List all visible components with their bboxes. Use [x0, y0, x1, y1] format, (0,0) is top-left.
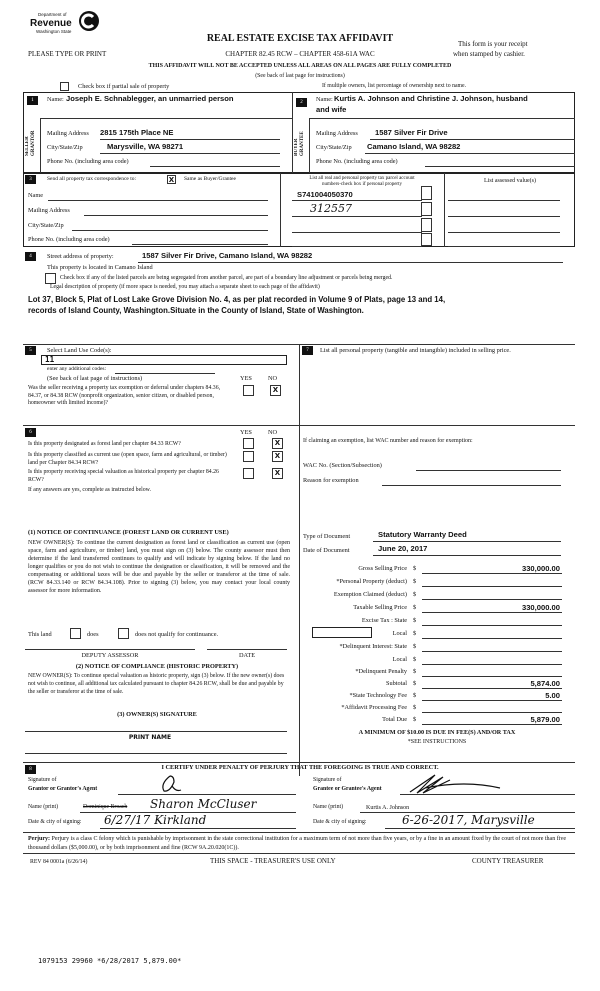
fee-row-technology: [300, 692, 580, 702]
s6-no-header: NO: [268, 429, 278, 436]
deputy-assessor-label: DEPUTY ASSESSOR: [81, 652, 139, 659]
section-2-badge: 2: [296, 98, 307, 107]
grantee-label: GRANTEE: [300, 131, 305, 156]
buyer-name-field-line-1[interactable]: Kurtis A. Johnson and Christine J. Johnson, husband: [334, 94, 528, 103]
fee-field[interactable]: [422, 676, 562, 677]
parcel-number-2[interactable]: 312557: [310, 202, 352, 215]
located-in: This property is located in Camano Island: [47, 264, 153, 271]
does-label: does: [87, 631, 99, 638]
segregated-label: Check box if any of the listed parcels are being segregated from another parcel, are part of a boundary line adjustment or parcels being merged.: [60, 275, 393, 281]
personal-property-label: List all personal property (tangible and intangible) included in selling price.: [320, 347, 511, 354]
grantee-sig-label-2: Grantee or Grantee's Agent: [313, 786, 382, 792]
currency: $: [413, 591, 417, 598]
land-use-label: Select Land Use Code(s):: [47, 347, 112, 354]
grantor-sig-label-2: Grantor or Grantor's Agent: [28, 786, 98, 792]
s3-phone-field[interactable]: [132, 244, 268, 245]
seller-phone-field[interactable]: [150, 166, 280, 167]
exemption-label: If claiming an exemption, list WAC number and reason for exemption:: [303, 438, 473, 444]
perjury-notice: [28, 835, 578, 852]
grantee-sig-label-1: Signature of: [313, 777, 342, 783]
partial-sale-label: Check box if partial sale of property: [78, 83, 170, 90]
current-use-question: Is this property classified as current use (open space, farm and agricultural, or timber) land per Chapter 84.34 RCW?: [28, 452, 227, 466]
notice-2-title: (2) NOTICE OF COMPLIANCE (HISTORIC PROPERTY): [75, 663, 239, 670]
grantor-name-print-label: Name (print): [28, 804, 59, 810]
owner-signature-field[interactable]: [25, 731, 287, 732]
see-instructions-note: *SEE INSTRUCTIONS: [407, 739, 467, 745]
forest-no-checkbox[interactable]: X: [272, 438, 283, 449]
fee-field[interactable]: [422, 651, 562, 652]
receipt-note-2: when stamped by cashier.: [453, 50, 525, 58]
legal-description-line-2[interactable]: records of Island County, Washington.Situate in the County of Island, State of Washington.: [28, 306, 364, 315]
fee-label: Gross Selling Price: [358, 565, 407, 572]
buyer-name-label: Name:: [316, 96, 333, 103]
notice-1-text: NEW OWNER(S): To continue the current designation as forest land or classification as current use (open space, farm and agriculture, or timber) land, you must sign on (3) below. The county assessor must then determine if the land transferred continues to qualify and will indicate by signing below. If the land no longer qualifies or you do not wish to continue the designation or classification, it will be removed and the compensating or additional taxes will be due and payable by the seller or transferor at the time of sale. (RCW 84.33.140 or RCW 84.34.108). Prior to signing (3) below, you may contact your local county assessor for more information.: [28, 540, 290, 594]
perjury-text: Perjury is a class C felony which is punishable by imprisonment in the state correctional institution for a maximum term of not more than five years, or by a fine in an amount fixed by the court of not more than five thousand dollars ($5,000.00), or by both imprisonment and fine (RCW 9A.20.020(1C)).: [28, 836, 567, 851]
s6-yes-header: YES: [240, 429, 252, 436]
s5-yes-header: YES: [240, 375, 252, 382]
grantee-date-city-label: Date & city of signing:: [313, 819, 367, 825]
currency: $: [413, 604, 417, 611]
assessed-value-1[interactable]: [448, 200, 560, 201]
grantor-date-city-label: Date & city of signing:: [28, 819, 82, 825]
legal-description-line-1[interactable]: Lot 37, Block 5, Plat of Lost Lake Grove Division No. 4, as per plat recorded in Volume 9 of Plats, page 13 and 14,: [28, 295, 446, 304]
logo-swirl-icon: [78, 10, 100, 32]
buyer-mailing-label: Mailing Address: [316, 130, 358, 137]
s5-see-back: (See back of last page of instructions): [47, 375, 143, 382]
current-use-no-checkbox[interactable]: X: [272, 451, 283, 462]
grantee-signature[interactable]: [405, 772, 505, 794]
currency: $: [413, 617, 417, 624]
doc-date-field[interactable]: June 20, 2017: [378, 544, 428, 553]
fee-field[interactable]: [422, 599, 562, 600]
currency: $: [413, 668, 417, 675]
buyer-side-label: [294, 118, 308, 156]
current-use-yes-checkbox[interactable]: [243, 451, 254, 462]
currency: $: [413, 565, 417, 572]
section-4-badge: 4: [25, 252, 36, 261]
logo-revenue-text: Revenue: [30, 18, 72, 29]
seller-city-label: City/State/Zip: [47, 144, 83, 151]
buyer-name-field-line-2[interactable]: and wife: [316, 105, 347, 114]
fee-row-taxable: [300, 604, 580, 614]
parcel-3-personal-checkbox[interactable]: [421, 218, 432, 232]
buyer-city-field[interactable]: Camano Island, WA 98282: [367, 142, 461, 151]
county-treasurer-label: COUNTY TREASURER: [472, 857, 544, 865]
warning-text: THIS AFFIDAVIT WILL NOT BE ACCEPTED UNLESS ALL AREAS ON ALL PAGES ARE FULLY COMPLETED: [148, 63, 452, 69]
section-7-badge: 7: [302, 346, 313, 355]
assessed-value-4[interactable]: [448, 246, 560, 247]
historic-yes-checkbox[interactable]: [243, 468, 254, 479]
land-use-code-value: 11: [45, 355, 55, 364]
fee-field[interactable]: [422, 664, 562, 665]
fee-label: Local: [392, 656, 407, 663]
doc-type-field[interactable]: Statutory Warranty Deed: [378, 530, 467, 539]
parcel-1-personal-checkbox[interactable]: [421, 186, 432, 200]
fee-field[interactable]: [422, 625, 562, 626]
s3-phone-label: Phone No. (including area code): [28, 236, 110, 243]
historic-no-checkbox[interactable]: X: [272, 468, 283, 479]
print-name-field[interactable]: [25, 753, 287, 754]
fee-field[interactable]: [422, 638, 562, 639]
fee-row-gross: [300, 565, 580, 575]
grantor-date-city-field[interactable]: 6/27/17 Kirkland: [104, 813, 207, 827]
street-label: Street address of property:: [47, 253, 114, 260]
wac-field[interactable]: [416, 470, 561, 471]
certify-statement: I CERTIFY UNDER PENALTY OF PERJURY THAT THE FOREGOING IS TRUE AND CORRECT.: [161, 764, 439, 771]
doc-date-label: Date of Document: [303, 547, 350, 554]
parcel-number-1[interactable]: S741004050370: [297, 190, 353, 199]
s5-yes-checkbox[interactable]: [243, 385, 254, 396]
fee-label: Total Due: [382, 716, 407, 723]
does-not-label: does not qualify for continuance.: [135, 631, 219, 638]
historic-question: Is this property receiving special valuation as historical property per chapter 84.26 RCW?: [28, 469, 219, 483]
see-back-note: (See back of last page for instructions): [255, 73, 345, 79]
legal-description-label: Legal description of property (if more space is needed, you may attach a separate sheet to each page of the affidavit): [50, 284, 320, 290]
fee-label: *State Technology Fee: [349, 692, 407, 699]
doc-type-label: Type of Document: [303, 533, 351, 540]
fee-row-excise-state: [300, 617, 580, 627]
s3-mailing-label: Mailing Address: [28, 207, 70, 214]
cashier-stamp: 1079153 29960 *6/28/2017 5,879.00*: [38, 957, 182, 965]
fee-label: *Affidavit Processing Fee: [341, 704, 407, 711]
additional-codes-field[interactable]: [115, 373, 215, 374]
seller-mailing-field[interactable]: 2815 175th Place NE: [100, 128, 174, 137]
assessed-value-2[interactable]: [448, 216, 560, 217]
grantee-name-field[interactable]: Kurtis A. Johnson: [366, 805, 410, 811]
land-use-code-field[interactable]: [41, 355, 287, 365]
perjury-bold-label: Perjury:: [28, 836, 50, 842]
deputy-assessor-signature[interactable]: [25, 649, 195, 650]
local-code-field[interactable]: [312, 627, 372, 638]
please-type: PLEASE TYPE OR PRINT: [28, 50, 107, 58]
fee-label: Excise Tax : State: [361, 617, 407, 624]
grantee-date-city-field[interactable]: 6-26-2017, Marysville: [402, 813, 535, 827]
fee-value[interactable]: 5,879.00: [530, 715, 560, 724]
parcel-2-personal-checkbox[interactable]: [421, 202, 432, 216]
currency: $: [413, 716, 417, 723]
fee-row-excise-local: [300, 630, 580, 640]
seller-phone-label: Phone No. (including area code): [47, 158, 129, 165]
currency: $: [413, 630, 417, 637]
assessed-header: List assessed value(s): [484, 178, 536, 184]
grantor-name-field[interactable]: Sharon McCluser: [150, 797, 257, 811]
street-address-field[interactable]: 1587 Silver Fir Drive, Camano Island, WA 98282: [142, 251, 313, 260]
additional-codes-label: enter any additional codes:: [47, 366, 107, 372]
forest-land-question: Is this property designated as forest land per chapter 84.33 RCW?: [28, 441, 181, 447]
s3-city-label: City/State/Zip: [28, 222, 64, 229]
buyer-phone-field[interactable]: [425, 166, 575, 167]
fee-label: Subtotal: [386, 680, 407, 687]
fee-label: *Personal Property (deduct): [336, 578, 407, 585]
section-8-badge: 8: [25, 765, 36, 774]
wac-label: WAC No. (Section/Subsection): [303, 462, 382, 469]
same-as-buyer-checkbox[interactable]: X: [168, 176, 175, 184]
fee-row-delinquent-local: [300, 656, 580, 666]
s3-mailing-field[interactable]: [84, 215, 268, 216]
buyer-mailing-field[interactable]: 1587 Silver Fir Drive: [375, 128, 448, 137]
logo-dept-text: Department of: [38, 12, 67, 17]
segregated-checkbox[interactable]: [45, 273, 56, 284]
section-3-badge: 3: [25, 175, 36, 184]
fee-row-subtotal: [300, 680, 580, 690]
fee-row-total: [300, 716, 580, 726]
rev-number: REV 84 0001a (6/26/14): [30, 859, 88, 865]
buyer-phone-label: Phone No. (including area code): [316, 158, 398, 165]
print-name-label: PRINT NAME: [128, 734, 172, 741]
date-label: DATE: [238, 652, 256, 659]
treasurer-space-label: THIS SPACE - TREASURER'S USE ONLY: [210, 857, 336, 865]
s3-name-field[interactable]: [48, 200, 268, 201]
fee-label: *Delinquent Interest: State: [339, 643, 407, 650]
s3-name-label: Name: [28, 192, 44, 199]
parcel-header-1: List all real and personal property tax parcel account: [309, 176, 415, 181]
does-not-qualify-checkbox[interactable]: [118, 628, 129, 639]
parcel-header-2: numbers-check box if personal property: [322, 182, 402, 187]
section-6-badge: 6: [25, 428, 36, 437]
fee-row-personal: [300, 578, 580, 588]
reason-label: Reason for exemption: [303, 477, 359, 484]
fee-label: Taxable Selling Price: [353, 604, 407, 611]
fee-row-delinquent-state: [300, 643, 580, 653]
receipt-note-1: This form is your receipt: [458, 40, 528, 48]
fee-label: Local: [392, 630, 407, 637]
currency: $: [413, 680, 417, 687]
seller-name-label: Name:: [47, 96, 64, 103]
fee-field[interactable]: [422, 586, 562, 587]
s5-no-checkbox[interactable]: X: [270, 385, 281, 396]
assessed-value-3[interactable]: [448, 232, 560, 233]
logo-state-text: Washington State: [36, 29, 72, 34]
fee-row-exemption: [300, 591, 580, 601]
seller-label: SELLER: [25, 136, 30, 156]
buyer-city-label: City/State/Zip: [316, 144, 352, 151]
owner-signature-label: (3) OWNER(S) SIGNATURE: [117, 711, 197, 718]
fee-value[interactable]: 5,874.00: [530, 679, 560, 688]
form-title: REAL ESTATE EXCISE TAX AFFIDAVIT: [206, 33, 394, 44]
currency: $: [413, 578, 417, 585]
partial-sale-checkbox[interactable]: [60, 82, 69, 91]
fee-field[interactable]: [422, 712, 562, 713]
grantor-name-struck: Dominique Broach: [83, 804, 128, 810]
grantor-label: GRANTOR: [31, 130, 36, 156]
dor-logo: [30, 10, 102, 44]
send-correspondence-label: Send all property tax correspondence to:: [47, 176, 137, 182]
multiple-owners-note: If multiple owners, list percentage of ownership next to name.: [322, 83, 467, 89]
seller-city-field[interactable]: Marysville, WA 98271: [107, 142, 184, 151]
fee-row-penalty: [300, 668, 580, 678]
currency: $: [413, 704, 417, 711]
forest-yes-checkbox[interactable]: [243, 438, 254, 449]
deputy-date-field[interactable]: [207, 649, 287, 650]
buyer-label: BUYER: [294, 138, 299, 156]
s5-no-header: NO: [268, 375, 278, 382]
section-1-badge: 1: [27, 96, 38, 105]
grantee-name-print-label: Name (print): [313, 804, 344, 810]
chapter-ref: CHAPTER 82.45 RCW – CHAPTER 458-61A WAC: [225, 50, 375, 58]
does-qualify-checkbox[interactable]: [70, 628, 81, 639]
this-land-label: This land: [28, 631, 52, 638]
if-yes-note: If any answers are yes, complete as instructed below.: [28, 487, 151, 493]
same-as-buyer-label: Same as Buyer/Grantee: [184, 176, 236, 182]
parcel-4-personal-checkbox[interactable]: [421, 233, 432, 246]
seller-mailing-label: Mailing Address: [47, 130, 89, 137]
reason-field[interactable]: [382, 485, 561, 486]
currency: $: [413, 643, 417, 650]
fee-value[interactable]: 330,000.00: [521, 603, 560, 612]
currency: $: [413, 692, 417, 699]
notice-2-text: NEW OWNER(S): To continue special valuation as historic property, sign (3) below. If the new owner(s) does not wish to continue, all additional tax calculated pursuant to chapter 84.26 RCW, shall be due and payable by the seller or transferor at the time of sale.: [28, 673, 285, 695]
fee-label: *Delinquent Penalty: [355, 668, 407, 675]
seller-side-label: [25, 118, 39, 156]
currency: $: [413, 656, 417, 663]
minimum-due-note: A MINIMUM OF $10.00 IS DUE IN FEE(S) AND/OR TAX: [358, 729, 516, 736]
fee-value[interactable]: 330,000.00: [521, 564, 560, 573]
grantor-signature[interactable]: [158, 774, 182, 794]
fee-value[interactable]: 5.00: [545, 691, 560, 700]
grantor-sig-label-1: Signature of: [28, 777, 57, 783]
section-5-badge: 5: [25, 346, 36, 355]
fee-label: Exemption Claimed (deduct): [333, 591, 407, 598]
fee-row-affidavit: [300, 704, 580, 714]
notice-1-title: (1) NOTICE OF CONTINUANCE (FOREST LAND OR CURRENT USE): [28, 529, 229, 536]
seller-name-field[interactable]: Joseph E. Schnablegger, an unmarried person: [66, 94, 234, 103]
exemption-deferral-question: Was the seller receiving a property tax exemption or deferral under chapters 84.36, 84.37, or 84.38 RCW (nonprofit organization, senior citizen, or disabled person, homeowner with limited income)?: [28, 385, 221, 407]
s3-city-field[interactable]: [72, 230, 268, 231]
